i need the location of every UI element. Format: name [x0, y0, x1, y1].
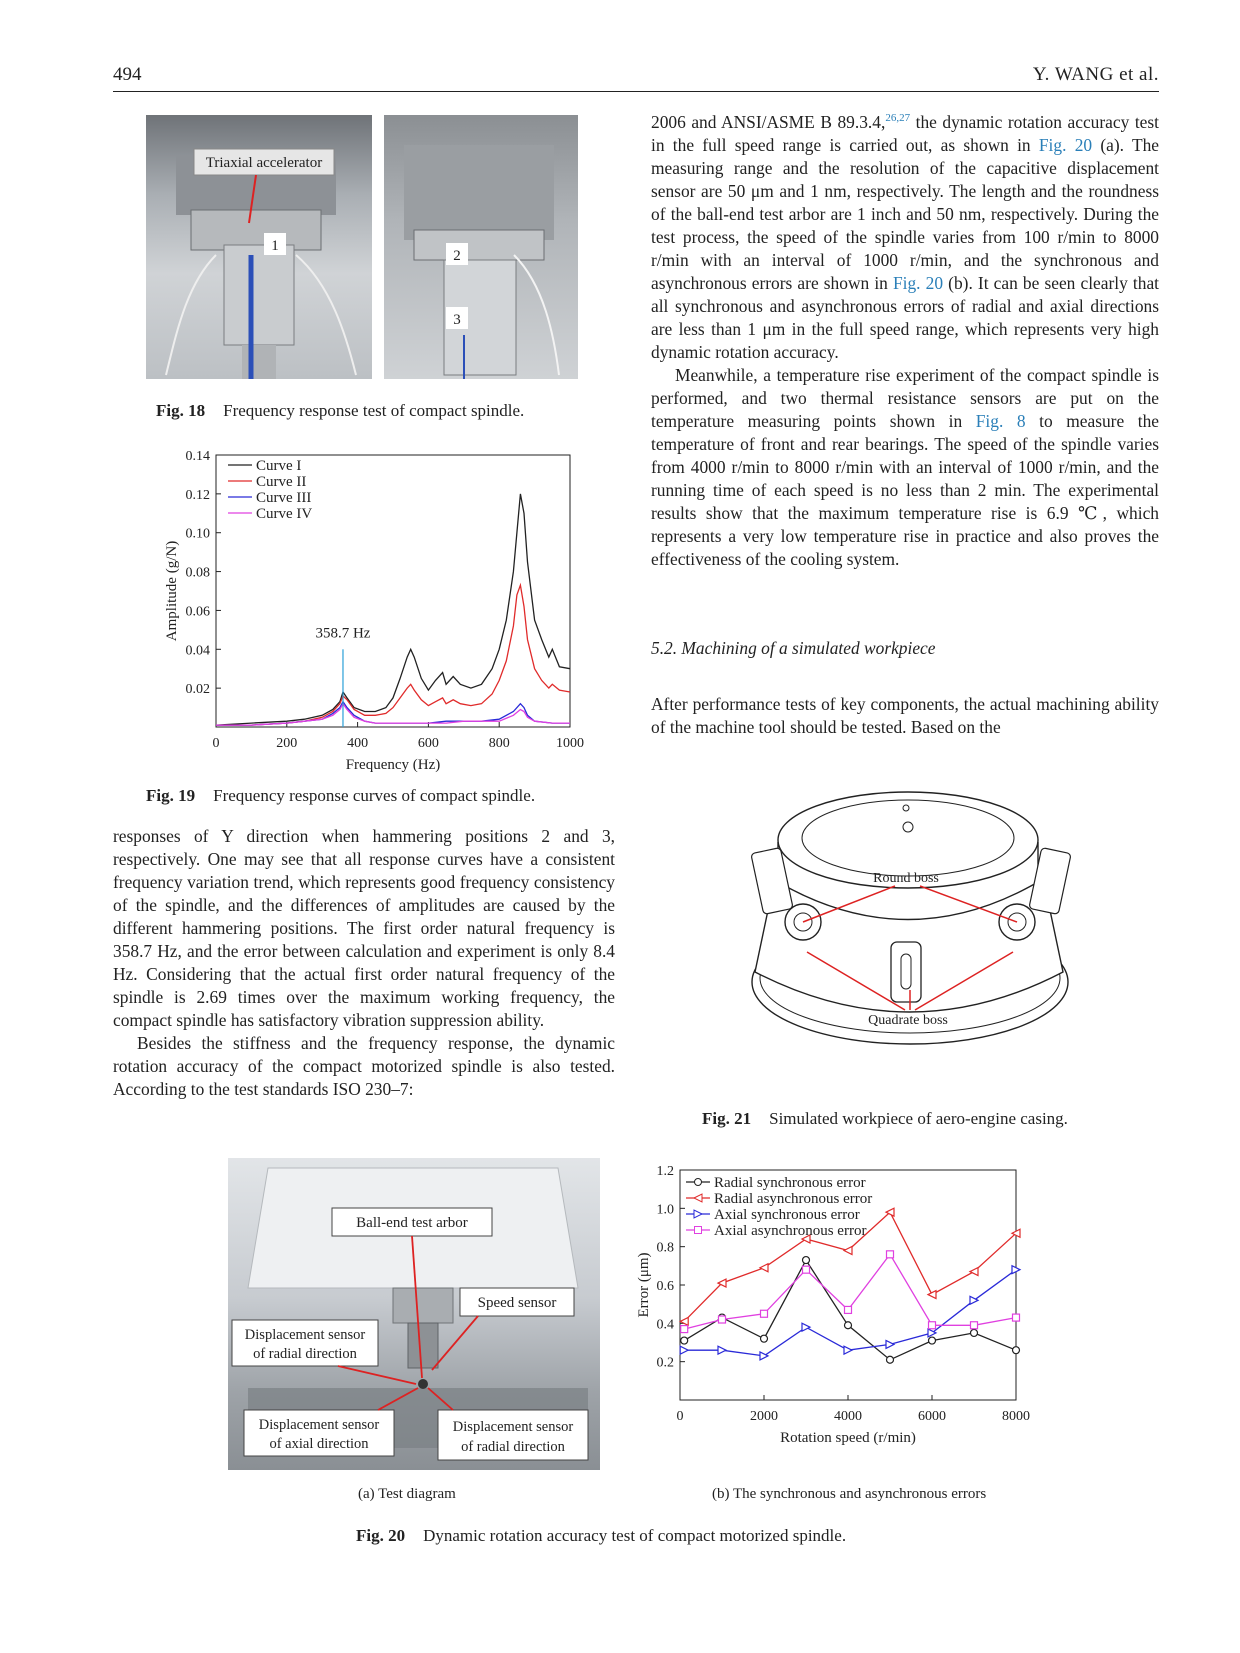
axial-sensor-label: Displacement sensor: [258, 1417, 380, 1433]
figure-link[interactable]: Fig. 20: [1038, 135, 1093, 155]
data-point: [844, 1247, 852, 1255]
right-column-text: [651, 111, 1159, 571]
paragraph: [651, 111, 1159, 364]
y-axis-label: Amplitude (g/N): [164, 540, 180, 642]
data-point: [928, 1291, 936, 1299]
radial-sensor-label-1b: of radial direction: [253, 1346, 357, 1362]
x-tick-label: 0: [676, 1409, 684, 1424]
data-point: [760, 1264, 768, 1272]
data-point: [844, 1346, 852, 1354]
y-tick-label: 0.6: [656, 1279, 674, 1294]
data-point: [719, 1316, 726, 1323]
data-point: [929, 1322, 936, 1329]
x-tick-label: 600: [417, 736, 439, 751]
y-tick-label: 0.2: [656, 1355, 674, 1371]
fig20a-photo: [228, 1158, 600, 1470]
section-heading: 5.2. Machining of a simulated workpiece: [651, 638, 936, 658]
reference-link[interactable]: 26,27: [885, 112, 911, 125]
fig19-caption-text: Frequency response curves of compact spindle.: [213, 786, 536, 805]
legend-label: Curve III: [256, 490, 312, 506]
text-run: (b). It can be seen clearly that all synchronous and asynchronous errors of radial and axial directions are less than 1 μm in the full speed range, which represents very high dynamic rotation accuracy.: [651, 273, 1159, 362]
position-1-label: 1: [271, 238, 279, 254]
data-point: [760, 1352, 768, 1360]
fig20-caption-text: Dynamic rotation accuracy test of compact motorized spindle.: [423, 1526, 847, 1545]
data-point: [970, 1268, 978, 1276]
y-axis-label: Error (μm): [636, 1252, 652, 1318]
running-header: Y. WANG et al.: [1032, 64, 1159, 85]
text-run: to measure the temperature of front and rear bearings. The speed of the spindle varies from 4000 r/min to 8000 r/min with an interval of 1000 r/min, and the running time of each speed is no less than 2 min. The experimental results show that the maximum temperature rise is 6.9 ℃, which represents a very low temperature rise in practice and also proves the effectiveness of the cooling system.: [651, 411, 1159, 569]
data-point: [761, 1335, 768, 1342]
legend-label: Radial synchronous error: [714, 1175, 866, 1191]
peak-annotation: 358.7 Hz: [315, 625, 371, 642]
data-point: [929, 1337, 936, 1344]
fig19-chart: [160, 449, 584, 773]
fig18-caption: [156, 401, 524, 421]
data-point: [680, 1346, 688, 1354]
fig19-caption-number: Fig. 19: [146, 786, 196, 805]
fig21-caption-text: Simulated workpiece of aero-engine casing.: [769, 1109, 1068, 1128]
data-point: [971, 1322, 978, 1329]
axial-sensor-label-b: of axial direction: [269, 1436, 369, 1452]
quadrate-boss-label: Quadrate boss: [868, 1013, 948, 1028]
position-2-label: 2: [453, 248, 461, 264]
y-tick-label: 0.14: [185, 449, 210, 464]
series-line: [684, 1254, 1016, 1329]
position-3-label: 3: [453, 312, 461, 328]
x-tick-label: 2000: [750, 1409, 778, 1424]
speed-sensor-label: Speed sensor: [477, 1295, 557, 1311]
legend-label: Axial asynchronous error: [714, 1223, 867, 1239]
series-line: [216, 585, 570, 725]
legend-marker: [695, 1227, 702, 1234]
series-line: [216, 494, 570, 725]
paragraph: Besides the stiffness and the frequency response, the dynamic rotation accuracy of the compact motorized spindle is also tested. According to the test standards ISO 230–7:: [113, 1033, 615, 1099]
page-number: 494: [113, 64, 142, 85]
fig21-caption: [702, 1109, 1068, 1129]
text-run: 2006 and ANSI/ASME B 89.3.4,: [651, 112, 886, 132]
data-point: [761, 1310, 768, 1317]
round-boss-label: Round boss: [873, 871, 939, 886]
data-point: [1013, 1347, 1020, 1354]
data-point: [803, 1257, 810, 1264]
x-axis-label: Rotation speed (r/min): [780, 1430, 916, 1446]
x-tick-label: 200: [276, 736, 298, 751]
figure-link[interactable]: Fig. 20: [892, 273, 944, 293]
data-point: [887, 1251, 894, 1258]
spindle-illustration-left: [146, 115, 372, 379]
fig21-caption-number: Fig. 21: [702, 1109, 752, 1128]
y-tick-label: 0.06: [185, 604, 210, 620]
paragraph: After performance tests of key components, the actual machining ability of the machine tool should be tested. Based on the: [651, 694, 1159, 737]
fig20b-subcaption: (b) The synchronous and asynchronous errors: [712, 1486, 987, 1502]
text-run: the dynamic rotation accuracy test in the full speed range is carried out, as shown in: [651, 112, 1159, 155]
fig18-photo-left: [146, 115, 372, 379]
spindle-illustration-right: [384, 115, 578, 379]
ball-end-arbor-label: Ball-end test arbor: [356, 1215, 468, 1231]
data-point: [845, 1306, 852, 1313]
y-tick-label: 0.08: [185, 565, 210, 581]
paragraph: [651, 364, 1159, 571]
radial-sensor-label-2b: of radial direction: [461, 1439, 565, 1455]
legend-label: Radial asynchronous error: [714, 1191, 873, 1207]
data-point: [802, 1323, 810, 1331]
right-column-text-2: [651, 693, 1159, 739]
data-point: [680, 1317, 688, 1325]
radial-sensor-label-1: Displacement sensor: [244, 1327, 366, 1343]
legend-marker: [695, 1179, 702, 1186]
legend-label: Curve II: [256, 474, 307, 490]
test-setup-illustration: [228, 1158, 600, 1470]
text-run: Meanwhile, a temperature rise experiment of the compact spindle is performed, and two thermal resistance sensors are put on the temperature measuring points shown in: [651, 365, 1159, 431]
x-tick-label: 8000: [1002, 1409, 1030, 1424]
fig18-caption-number: Fig. 18: [156, 401, 206, 420]
data-point: [845, 1322, 852, 1329]
legend-label: Axial synchronous error: [714, 1207, 860, 1223]
data-point: [887, 1356, 894, 1363]
data-point: [681, 1337, 688, 1344]
legend-label: Curve I: [256, 458, 302, 474]
data-point: [1013, 1314, 1020, 1321]
header-rule: [113, 91, 1159, 92]
x-axis-label: Frequency (Hz): [345, 757, 441, 773]
fig21-workpiece-drawing: [745, 782, 1080, 1052]
data-point: [718, 1346, 726, 1354]
x-tick-label: 6000: [918, 1409, 946, 1424]
y-tick-label: 0.04: [185, 643, 210, 659]
y-tick-label: 0.02: [185, 682, 210, 698]
legend-label: Curve IV: [256, 506, 313, 522]
y-tick-label: 0.10: [185, 526, 210, 542]
y-tick-label: 1.2: [656, 1164, 674, 1179]
fig20-caption: [356, 1526, 846, 1546]
x-tick-label: 0: [212, 736, 220, 751]
x-tick-label: 1000: [556, 736, 584, 751]
legend-marker: [694, 1194, 702, 1202]
radial-sensor-label-2: Displacement sensor: [452, 1419, 574, 1435]
x-tick-label: 800: [488, 736, 510, 751]
x-tick-label: 4000: [834, 1409, 862, 1424]
y-tick-label: 0.8: [656, 1240, 674, 1256]
y-tick-label: 0.12: [185, 487, 210, 503]
data-point: [886, 1340, 894, 1348]
data-point: [803, 1266, 810, 1273]
fig20b-chart: [636, 1164, 1056, 1480]
data-point: [971, 1329, 978, 1336]
triaxial-accelerator-label: Triaxial accelerator: [205, 155, 323, 171]
paragraph: responses of Y direction when hammering positions 2 and 3, respectively. One may see that all response curves have a consistent frequency variation trend, which represents good frequency consistency of the spindle, and the differences of amplitudes are caused by the different hammering positions. The first order natural frequency is 358.7 Hz, and the error between calculation and experiment is only 8.4 Hz. Considering that the actual first order natural frequency of the spindle is 2.69 times over the maximum working frequency, the compact spindle has satisfactory vibration suppression ability.: [113, 826, 615, 1030]
legend-marker: [694, 1210, 702, 1218]
fig18-caption-text: Frequency response test of compact spindle.: [223, 401, 525, 420]
text-run: (a). The measuring range and the resolution of the capacitive displacement sensor are 50 μm and 1 nm, respectively. The length and the roundness of the ball-end test arbor are 1 inch and 50 nm, respectively. During the test process, the speed of the spindle varies from 100 r/min to 8000 r/min with an interval of 1000 r/min, and the synchronous and asynchronous errors are shown in: [651, 135, 1159, 293]
fig20a-subcaption: (a) Test diagram: [358, 1486, 456, 1502]
left-column-text: [113, 825, 615, 1101]
figure-link[interactable]: Fig. 8: [975, 411, 1026, 431]
fig18-photo-right: [384, 115, 578, 379]
x-tick-label: 400: [347, 736, 369, 751]
fig20-caption-number: Fig. 20: [356, 1526, 406, 1545]
y-tick-label: 0.4: [656, 1317, 674, 1333]
y-tick-label: 1.0: [656, 1202, 674, 1218]
data-point: [681, 1326, 688, 1333]
fig19-caption: [146, 786, 535, 806]
